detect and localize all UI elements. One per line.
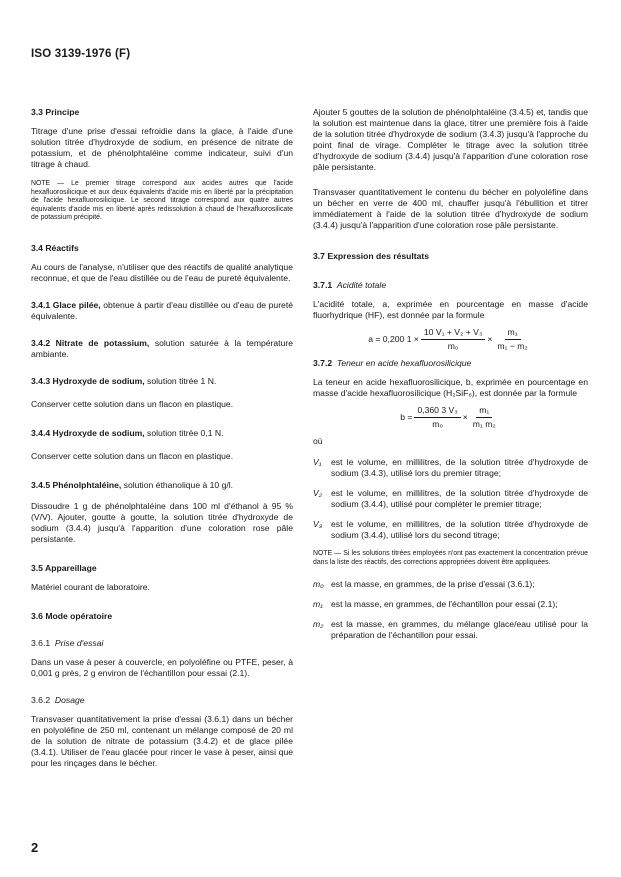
dosage-paragraph-1: Ajouter 5 gouttes de la solution de phénolphtaléine (3.4.5) et, tandis que la solution est maintenue dans la glace, titrer une première fois à l'aide de la solution titrée d'hydroxyde de sodium (3.4.3) jusqu'à l'approche du point final de virage. Compléter le titrage avec la solution titrée d'hydroxyde de sodium (3.4.4) jusqu'à l'apparition d'une coloration rose pâle persistante. [313,107,588,172]
definition-m1 [313,599,588,610]
section-3-7-1-heading [313,280,588,291]
formula-2-lhs: b = [400,412,413,422]
formula-2-denominator-2: m₁ m₂ [472,419,496,429]
section-3-4-1-head: 3.4.1 Glace pilée, [31,299,101,310]
formula-2-times: × [462,412,468,422]
section-3-4-5 [31,480,293,491]
left-column [31,107,293,769]
section-3-7-1-body: L'acidité totale, a, exprimée en pourcentage en masse d'acide fluorhydrique (HF), est donnée par la formule [313,299,588,320]
formula-total-acidity [313,327,588,352]
section-3-4-3 [31,376,293,387]
section-3-7-2-heading [313,358,588,369]
section-3-6-1-title: Prise d'essai [54,637,104,648]
definition-v1-symbol: V₁ [313,457,322,467]
formula-1-times: × [487,334,493,344]
volumes-note: NOTE — Si les solutions titrées employées n'ont pas exactement la concentration prévue dans la liste des réactifs, des corrections appropriées doivent être appliquées. [313,550,588,566]
definition-m1-text: est la masse, en grammes, de l'échantillon pour essai (2.1); [331,599,558,610]
section-3-4-4-body: solution titrée 0,1 N. [144,427,224,438]
formula-1-fraction-1 [421,327,485,352]
section-3-3-note: NOTE — Le premier titrage correspond aux acides autres que l'acide hexafluorosilicique et aux deux équivalents d'acide mis en liberté par la précipitation de l'acide hexafluorosilicique. Le second titrage correspond aux quatre autres équivalents d'acide mis en liberté après redissolution à chaud de l'hexafluorosilicate de potassium précipité. [31,180,293,222]
definition-m0-text: est la masse, en grammes, de la prise d'essai (3.6.1); [331,579,535,590]
section-3-4-3-body: solution titrée 1 N. [144,375,217,386]
section-3-7-1-number: 3.7.1 [313,280,333,290]
section-3-4-4-head: 3.4.4 Hydroxyde de sodium, [31,427,145,438]
section-3-4-1-body: obtenue à partir d'eau distillée ou d'eau de pureté équivalente. [31,299,293,321]
section-3-4-4-extra: Conserver cette solution dans un flacon en plastique. [31,450,234,461]
section-3-3-body: Titrage d'une prise d'essai refroidie dans la glace, à l'aide d'une solution titrée d'hydroxyde de sodium, en présence de nitrate de potassium, et de phénolphtaléine comme indicateur, suivi d'un titrage à chaud. [31,126,293,169]
definition-m2 [313,619,588,641]
formula-1-fraction-2 [494,327,530,352]
formula-2-denominator-1: m₀ [432,419,443,429]
definition-v1 [313,457,588,479]
section-3-4-2-head: 3.4.2 Nitrate de potassium, [31,337,150,348]
section-3-6-title: 3.6 Mode opératoire [31,610,113,621]
section-3-7-title: 3.7 Expression des résultats [313,251,430,261]
section-3-5-body: Matériel courant de laboratoire. [31,581,150,592]
formula-2-fraction-2 [470,405,499,430]
definition-m2-symbol: m₂ [313,619,324,630]
section-3-4-body: Au cours de l'analyse, n'utiliser que des réactifs de qualité analytique reconnue, et que de l'eau distillée ou de l'eau de pureté équivalente. [31,261,293,283]
definition-v1-text: est le volume, en millilitres, de la solution titrée d'hydroxyde de sodium (3.4.3), utilisé lors du premier titrage; [331,457,588,478]
section-3-4-5-extra: Dissoudre 1 g de phénolphtaléine dans 100 ml d'éthanol à 95 % (V/V). Ajouter, goutte à goutte, la solution titrée d'hydroxyde de sodium (3.4.4) jusqu'à l'apparition d'une coloration rose pâle persistante. [31,500,293,544]
definition-m0 [313,579,588,590]
formula-hexafluorosilicic [313,405,588,430]
definition-v3 [313,519,588,541]
definition-m2-text: est la masse, en grammes, du mélange glace/eau utilisé pour la préparation de l'échantillon pour essai. [331,619,588,641]
section-3-6-2-body: Transvaser quantitativement la prise d'essai (3.6.1) dans un bécher en polyoléfine de 250 ml, contenant un mélange composé de 20 ml de la solution de nitrate de potassium (3.4.2) et de glace pilée (3.4.1). Utiliser de l'eau glacée pour rincer le vase à peser, ainsi que pour les rinçages dans le bécher. [31,713,293,768]
section-3-4-4 [31,428,293,439]
section-3-6-1-heading [31,638,293,649]
formula-1-denominator-2: m₁ − m₂ [497,341,528,351]
formula-2-fraction-1 [414,405,460,430]
section-3-6-1-body: Dans un vase à peser à couvercle, en polyoléfine ou PTFE, peser, à 0,001 g près, 2 g environ de l'échantillon pour essai (2.1). [31,656,293,678]
section-3-4-5-head: 3.4.5 Phénolphtaléine, [31,479,122,490]
formula-1-denominator-1: m₀ [447,341,459,351]
definition-v3-text: est le volume, en millilitres, de la solution titrée d'hydroxyde de sodium (3.4.4), utilisé lors du second titrage; [331,519,588,540]
section-3-4-1 [31,300,293,322]
definition-v3-symbol: V₃ [313,519,323,529]
formula-1-lhs: a = 0,200 1 × [368,334,419,344]
definition-v2-symbol: V₂ [313,488,323,498]
section-3-4-title: 3.4 Réactifs [31,242,79,253]
page-number: 2 [31,840,39,855]
section-3-6-2-heading [31,695,293,706]
definition-m0-symbol: m₀ [313,579,324,590]
section-3-4-5-body: solution éthanolique à 10 g/l. [121,479,234,490]
definition-m1-symbol: m₁ [313,599,323,610]
formula-1-numerator-1: 10 V₁ + V₂ + V₃ [421,327,485,340]
section-3-6-2-title: Dosage [54,694,85,705]
section-3-5-title: 3.5 Appareillage [31,562,97,573]
section-3-6-1-number: 3.6.1 [31,637,51,648]
formula-2-numerator-1: 0,360 3 V₃ [414,405,460,418]
dosage-paragraph-2: Transvaser quantitativement le contenu du bécher en polyoléfine dans un bécher en verre de 400 ml, chauffer jusqu'à l'ébullition et titrer immédiatement à l'aide de la solution titrée d'hydroxyde de sodium (3.4.4) jusqu'à l'apparition d'une coloration rose pâle persistante. [313,187,588,230]
section-3-4-2 [31,338,293,360]
definition-v2-text: est le volume, en millilitres, de la solution titrée d'hydroxyde de sodium (3.4.4), utilisé pour compléter le premier titrage; [331,488,588,509]
section-3-7-2-body: La teneur en acide hexafluorosilicique, b, exprimée en pourcentage en masse d'acide hexafluorosilicique (H₂SiF₆), est donnée par la formule [313,377,588,398]
section-3-4-3-extra: Conserver cette solution dans un flacon en plastique. [31,398,234,409]
section-3-6-2-number: 3.6.2 [31,694,51,705]
section-3-7-2-number: 3.7.2 [313,358,333,368]
section-3-7-2-title: Teneur en acide hexafluorosilicique [336,358,472,368]
where-label: où [313,436,323,446]
right-column [313,107,588,650]
definition-v2 [313,488,588,510]
formula-2-numerator-2: m₁ [476,405,492,418]
section-3-7-1-title: Acidité totale [336,280,387,290]
section-3-4-3-head: 3.4.3 Hydroxyde de sodium, [31,375,145,386]
formula-1-numerator-2: m₁ [505,327,521,340]
section-3-3-title: 3.3 Principe [31,107,80,117]
section-3-4-2-body: solution saturée à la température ambiante. [31,337,293,359]
document-code: ISO 3139-1976 (F) [31,48,131,60]
